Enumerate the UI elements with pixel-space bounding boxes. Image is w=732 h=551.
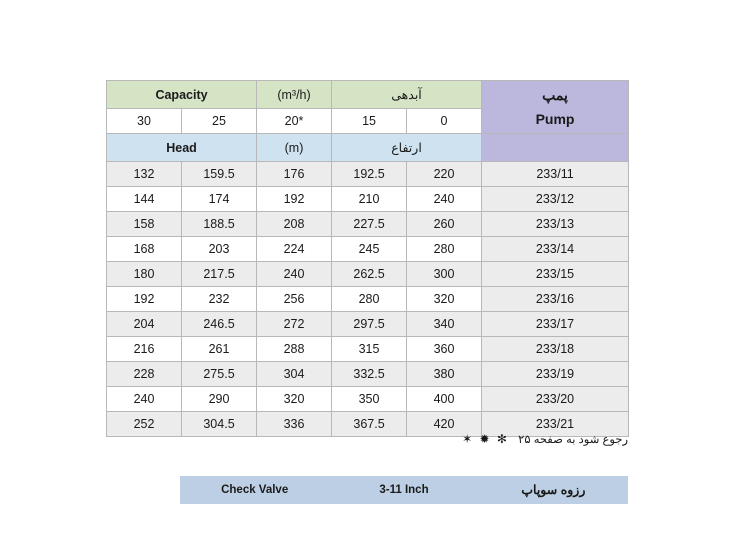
pump-model-cell: 233/17: [482, 312, 629, 337]
head-cell: 340: [407, 312, 482, 337]
table-row: [107, 337, 629, 362]
head-cell: 208: [257, 212, 332, 237]
table-body: [107, 81, 629, 437]
footnote-marks-icon: ✻ ✹ ✶: [462, 432, 509, 446]
table-row: [107, 212, 629, 237]
check-valve-title-fa: رزوه سوپاپ: [521, 483, 586, 497]
head-cell: 168: [107, 237, 182, 262]
head-cell: 275.5: [182, 362, 257, 387]
head-cell: 260: [407, 212, 482, 237]
footnote: [198, 432, 628, 446]
head-cell: 332.5: [332, 362, 407, 387]
table-row: [107, 262, 629, 287]
head-label: Head: [107, 134, 257, 162]
head-cell: 367.5: [332, 412, 407, 437]
pump-model-cell: 233/11: [482, 162, 629, 187]
check-valve-title-en: Check Valve: [221, 484, 289, 496]
table-row: [107, 237, 629, 262]
head-cell: 216: [107, 337, 182, 362]
head-cell: 245: [332, 237, 407, 262]
head-cell: 203: [182, 237, 257, 262]
capacity-header-row: [107, 81, 629, 109]
head-cell: 220: [407, 162, 482, 187]
head-cell: 380: [407, 362, 482, 387]
table-row: [107, 312, 629, 337]
head-cell: 144: [107, 187, 182, 212]
capacity-unit: (m³/h): [257, 81, 332, 109]
head-cell: 227.5: [332, 212, 407, 237]
head-cell: 224: [257, 237, 332, 262]
head-cell: 158: [107, 212, 182, 237]
flow-value-25: 25: [182, 109, 257, 134]
head-cell: 261: [182, 337, 257, 362]
table-row: [107, 387, 629, 412]
pump-header-fa: پمپ: [542, 87, 568, 103]
head-cell: 280: [332, 287, 407, 312]
head-cell: 297.5: [332, 312, 407, 337]
head-cell: 188.5: [182, 212, 257, 237]
head-cell: 210: [332, 187, 407, 212]
check-valve-bar: [180, 476, 628, 504]
head-cell: 240: [407, 187, 482, 212]
head-cell: 204: [107, 312, 182, 337]
head-cell: 174: [182, 187, 257, 212]
pump-model-cell: 233/20: [482, 387, 629, 412]
pump-header-cell: [482, 81, 629, 134]
performance-table: [106, 80, 629, 437]
pump-model-cell: 233/18: [482, 337, 629, 362]
head-cell: 192: [257, 187, 332, 212]
head-label-fa: ارتفاع: [332, 134, 482, 162]
head-cell: 132: [107, 162, 182, 187]
pump-model-cell: 233/14: [482, 237, 629, 262]
head-cell: 304: [257, 362, 332, 387]
head-cell: 300: [407, 262, 482, 287]
head-cell: 240: [107, 387, 182, 412]
head-cell: 280: [407, 237, 482, 262]
table-row: [107, 362, 629, 387]
table-row: [107, 287, 629, 312]
pump-model-cell: 233/21: [482, 412, 629, 437]
head-cell: 262.5: [332, 262, 407, 287]
pump-model-cell: 233/12: [482, 187, 629, 212]
table-row: [107, 187, 629, 212]
head-cell: 256: [257, 287, 332, 312]
head-header-row: [107, 134, 629, 162]
pump-model-cell: 233/16: [482, 287, 629, 312]
head-cell: 159.5: [182, 162, 257, 187]
head-cell: 252: [107, 412, 182, 437]
head-cell: 336: [257, 412, 332, 437]
flow-value-15: 15: [332, 109, 407, 134]
head-cell: 288: [257, 337, 332, 362]
capacity-label-fa: آبدهی: [332, 81, 482, 109]
flow-value-30: 30: [107, 109, 182, 134]
head-cell: 272: [257, 312, 332, 337]
head-cell: 290: [182, 387, 257, 412]
head-cell: 400: [407, 387, 482, 412]
head-cell: 304.5: [182, 412, 257, 437]
head-cell: 315: [332, 337, 407, 362]
head-cell: 320: [257, 387, 332, 412]
head-unit: (m): [257, 134, 332, 162]
head-cell: 192.5: [332, 162, 407, 187]
head-cell: 246.5: [182, 312, 257, 337]
table-row: [107, 162, 629, 187]
flow-value-20: 20*: [257, 109, 332, 134]
head-cell: 420: [407, 412, 482, 437]
head-cell: 228: [107, 362, 182, 387]
check-valve-size: 3-11 Inch: [379, 484, 429, 496]
head-cell: 320: [407, 287, 482, 312]
pump-model-cell: 233/19: [482, 362, 629, 387]
pump-model-cell: 233/13: [482, 212, 629, 237]
footnote-text: رجوع شود به صفحه ۲۵: [518, 434, 628, 446]
head-cell: 350: [332, 387, 407, 412]
capacity-label: Capacity: [107, 81, 257, 109]
pump-header-spacer: [482, 134, 629, 162]
flow-value-0: 0: [407, 109, 482, 134]
pump-header-en: Pump: [535, 111, 575, 127]
head-cell: 232: [182, 287, 257, 312]
head-cell: 360: [407, 337, 482, 362]
head-cell: 192: [107, 287, 182, 312]
head-cell: 240: [257, 262, 332, 287]
head-cell: 217.5: [182, 262, 257, 287]
head-cell: 176: [257, 162, 332, 187]
head-cell: 180: [107, 262, 182, 287]
pump-model-cell: 233/15: [482, 262, 629, 287]
pump-performance-table: [106, 80, 628, 437]
